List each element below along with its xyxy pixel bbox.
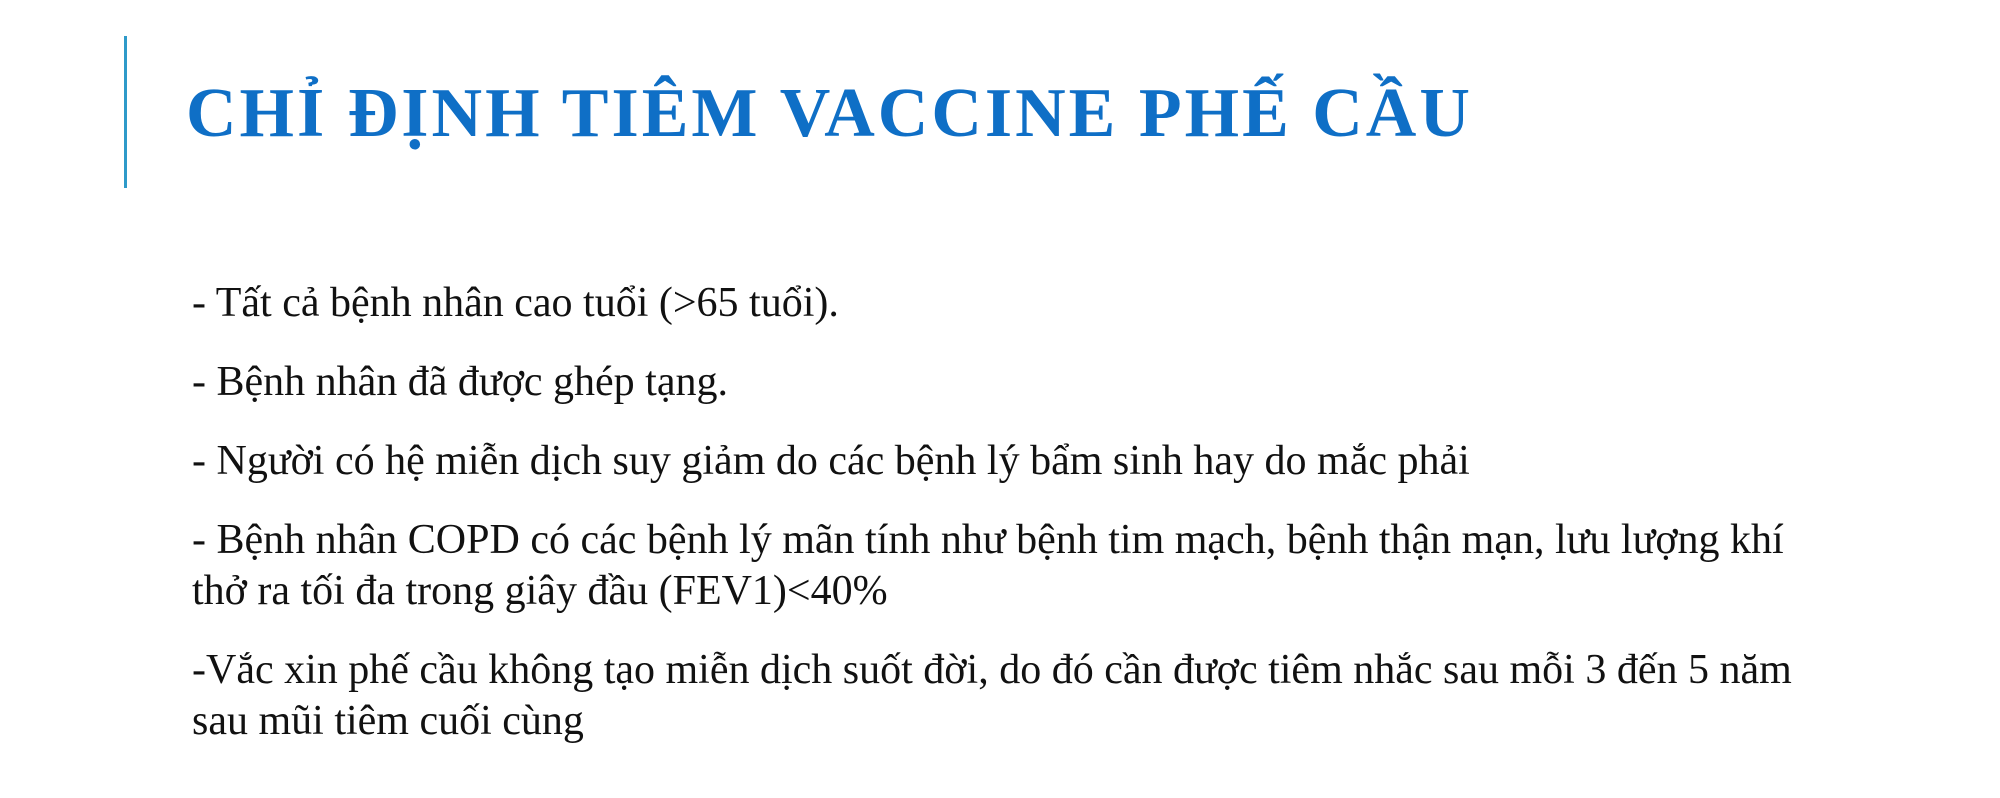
bullet-list [192,278,1812,775]
bullet-item-immunodeficiency: - Người có hệ miễn dịch suy giảm do các bệnh lý bẩm sinh hay do mắc phải [192,438,1470,484]
slide-title: CHỈ ĐỊNH TIÊM VACCINE PHẾ CẦU [186,75,1473,152]
bullet-item-transplant: - Bệnh nhân đã được ghép tạng. [192,359,728,405]
title-accent-bar [124,36,127,188]
bullet-item-copd: - Bệnh nhân COPD có các bệnh lý mãn tính như bệnh tim mạch, bệnh thận mạn, lưu lượng khí thở ra tối đa trong giây đầu (FEV1)<40% [192,517,1784,614]
bullet-item-booster: -Vắc xin phế cầu không tạo miễn dịch suốt đời, do đó cần được tiêm nhắc sau mỗi 3 đến 5 năm sau mũi tiêm cuối cùng [192,647,1792,744]
bullet-item-elderly: - Tất cả bệnh nhân cao tuổi (>65 tuổi). [192,280,839,326]
